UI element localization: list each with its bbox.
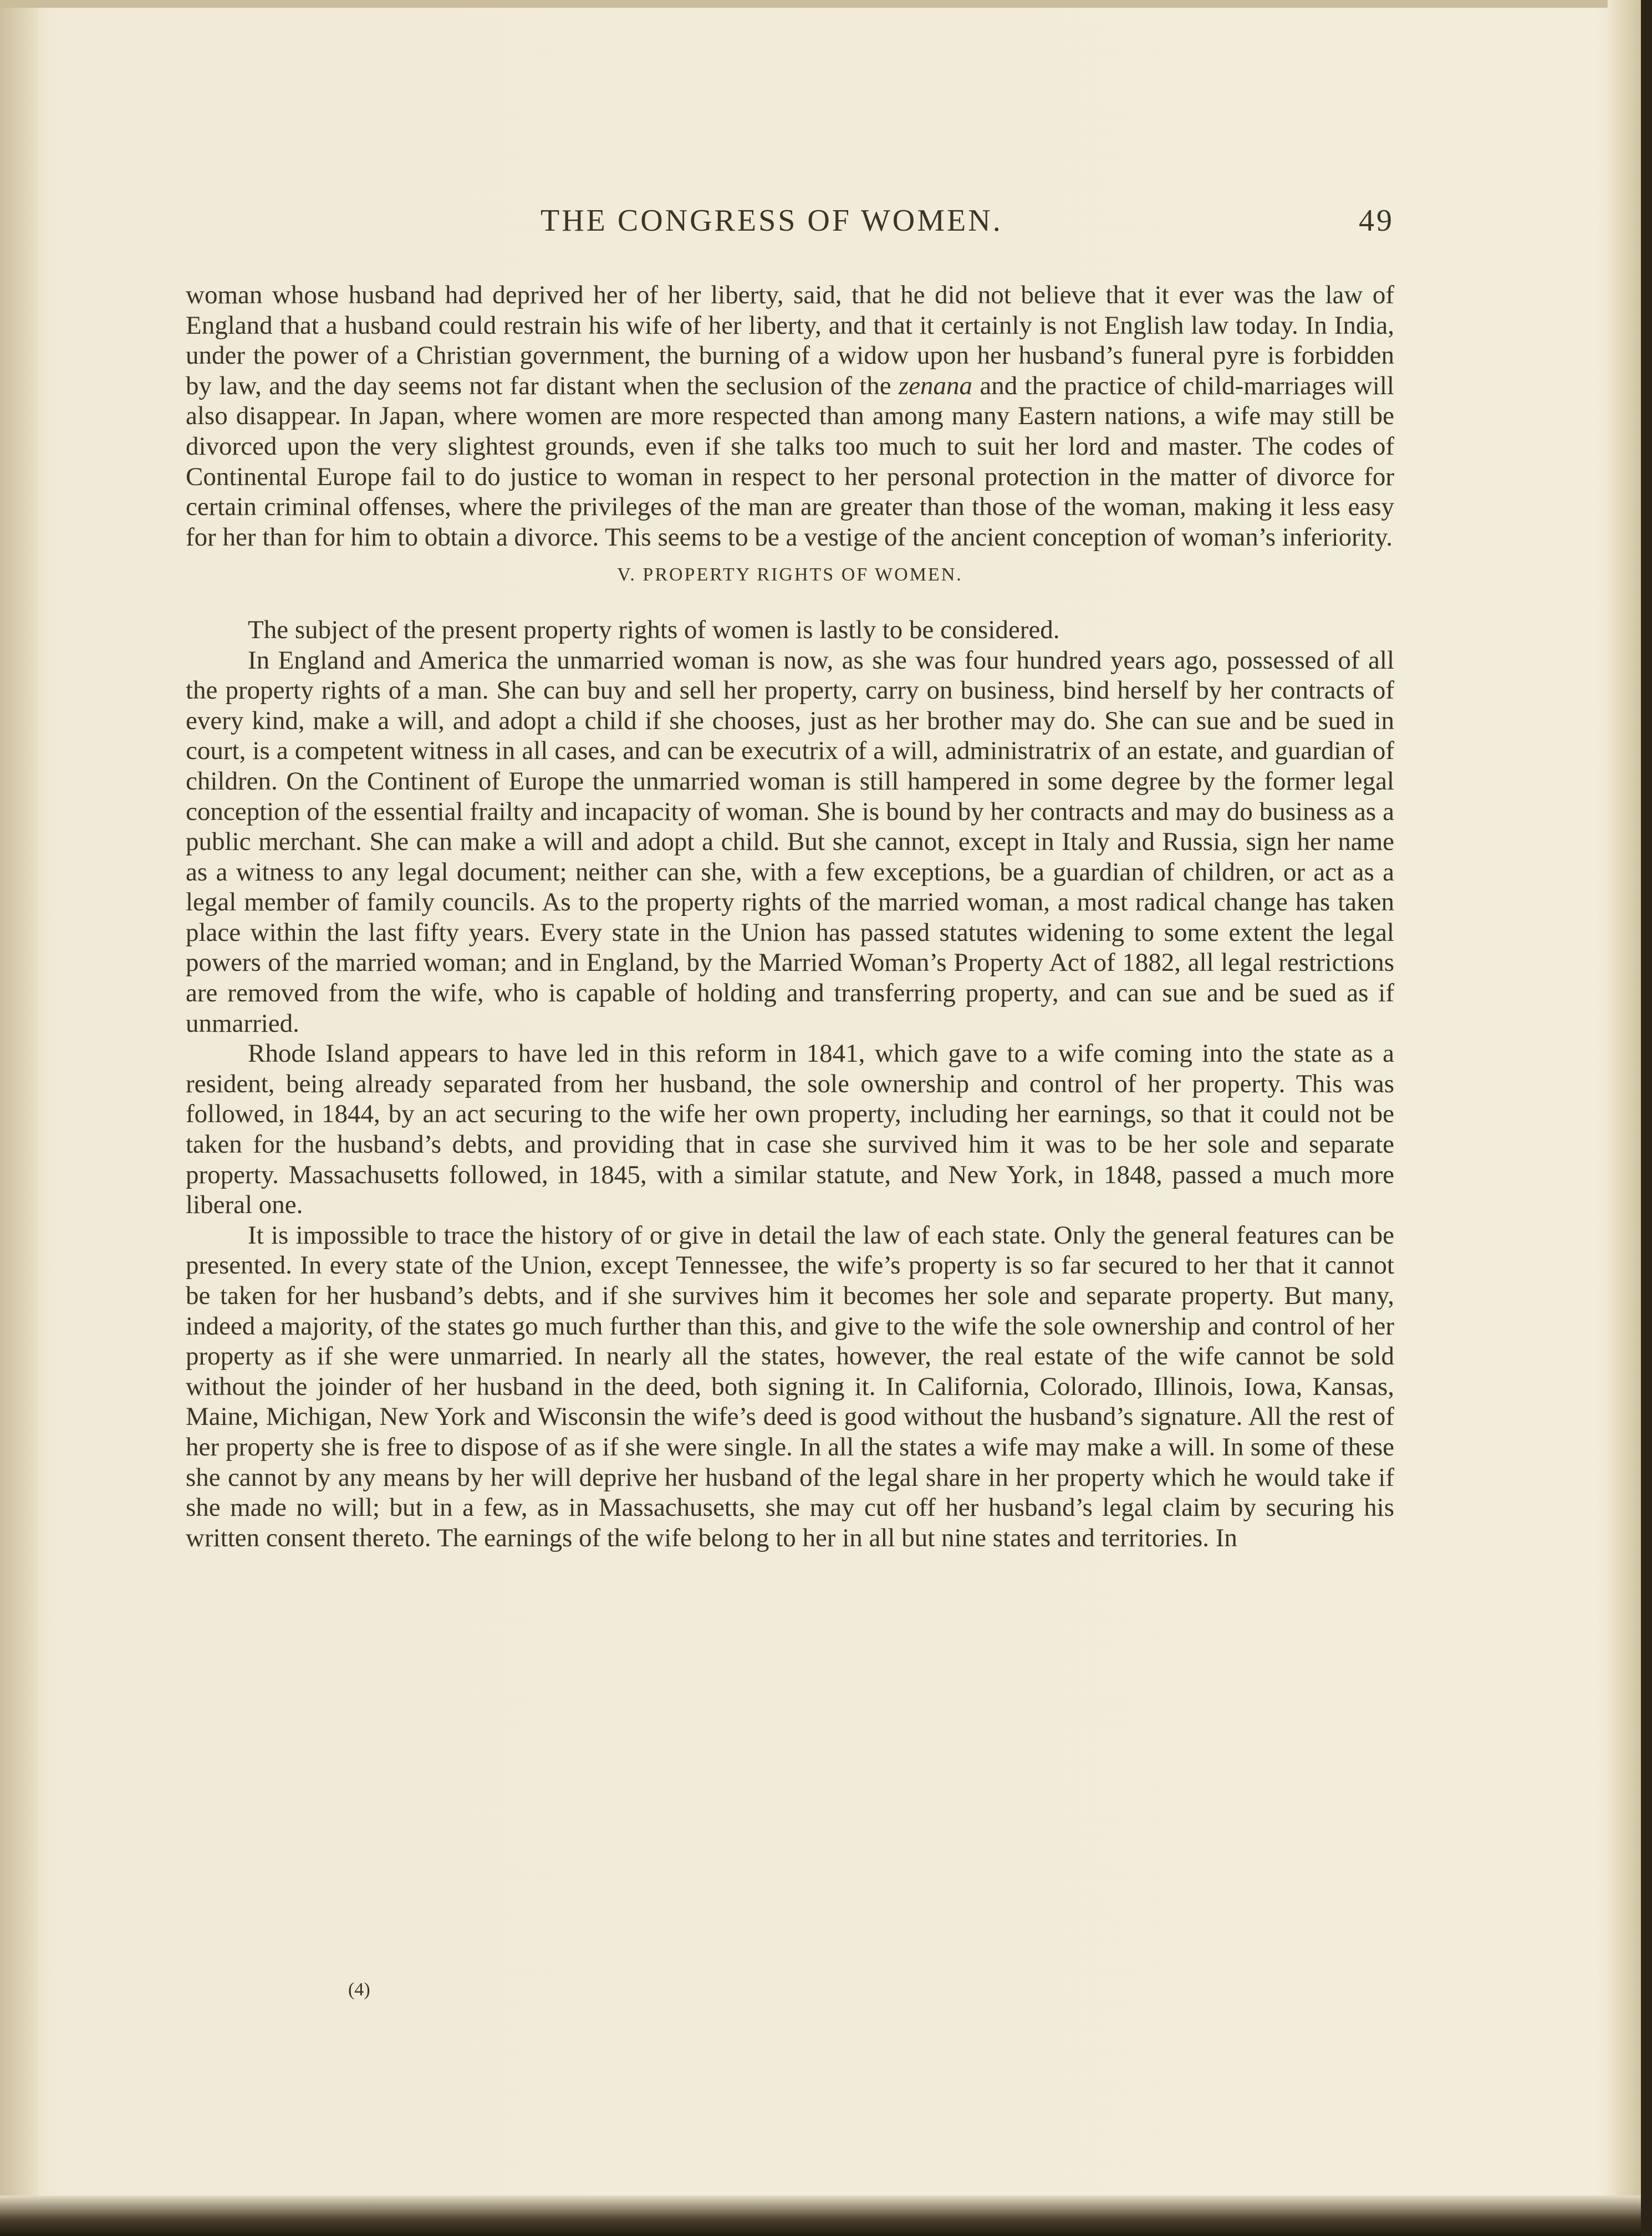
- paragraph: The subject of the present property rights of women is lastly to be considered.: [248, 615, 1060, 644]
- running-head-title: THE CONGRESS OF WOMEN.: [541, 203, 1003, 238]
- page-right-edge: [1608, 0, 1641, 2218]
- paragraph: In England and America the unmarried woman is now, as she was four hundred years ago, possessed of all the property rights of a man. She can buy and sell her property, carry on business, bind herself by her contracts of every kind, make a will, and adopt a child if she chooses, just as her brother may do. She can sue and be sued in court, is a competent witness in all cases, and can be executrix of a will, administratrix of an estate, and guardian of children. On the Continent of Europe the unmarried woman is still hampered in some degree by the former legal conception of the essential frailty and incapacity of woman. She is bound by her contracts and may do business as a public merchant. She can make a will and adopt a child. But she cannot, except in Italy and Russia, sign her name as a witness to any legal document; neither can she, with a few exceptions, be a guardian of children, or act as a legal member of family councils. As to the property rights of the married woman, a most radical change has taken place within the last fifty years. Every state in the Union has passed statutes widening to some extent the legal powers of the married woman; and in England, by the Married Woman’s Property Act of 1882, all legal restrictions are removed from the wife, who is capable of holding and transferring property, and can sue and be sued as if unmarried.: [186, 645, 1394, 1038]
- italic-term: zenana: [898, 371, 973, 400]
- signature-mark: (4): [348, 1979, 370, 2000]
- page-gutter: [0, 0, 39, 2218]
- page-top-edge: [0, 0, 1641, 8]
- paragraph-text: and the practice of child-marriages will also disappear. In Japan, where women are more respected than among many Eastern nations, a wife may still be divorced upon the very slightest grounds, even if she talks too much to suit her lord and master. The codes of Continental Europe fail to do justice to woman in respect to her personal protection in the matter of divorce for certain criminal offenses, where the privileges of the man are greater than those of the woman, making it less easy for her than for him to obtain a divorce. This seems to be a vestige of the ancient conception of woman’s inferiority.: [186, 371, 1394, 552]
- section-heading: V. PROPERTY RIGHTS OF WOMEN.: [617, 564, 963, 585]
- paragraph-continued: [186, 280, 1394, 552]
- body-text: [186, 280, 1394, 1553]
- page-number: 49: [1359, 203, 1394, 238]
- running-head: [186, 203, 1394, 242]
- paragraph: It is impossible to trace the history of or give in detail the law of each state. Only the general features can be presented. In every state of the Union, except Tennessee, the wife’s property is so far secured to her that it cannot be taken for her husband’s debts, and if she survives him it becomes her sole and separate property. But many, indeed a majority, of the states go much further than this, and give to the wife the sole ownership and control of her property as if she were unmarried. In nearly all the states, however, the real estate of the wife cannot be sold without the joinder of her husband in the deed, both signing it. In California, Colorado, Illinois, Iowa, Kansas, Maine, Michigan, New York and Wisconsin the wife’s deed is good without the husband’s signature. All the rest of her property she is free to dispose of as if she were single. In all the states a wife may make a will. In some of these she cannot by any means by her will deprive her husband of the legal share in her property which he would take if she made no will; but in a few, as in Massachusetts, she may cut off her husband’s legal claim by securing his written consent thereto. The earnings of the wife belong to her in all but nine states and territories. In: [186, 1220, 1394, 1552]
- page-bottom-edge: [0, 2196, 1641, 2236]
- paragraph-text: woman whose husband had deprived her of her liberty, said, that he did not believe that it ever was the law of England that a husband could restrain his wife of her liberty, and that it certainly is not English law today. In India, under the power of a Christian government, the burning of a widow upon her husband’s funeral pyre is forbidden by law, and the day seems not far distant when the seclusion of the: [186, 281, 1394, 400]
- paragraph: Rhode Island appears to have led in this reform in 1841, which gave to a wife coming into the state as a resident, being already separated from her husband, the sole ownership and control of her property. This was followed, in 1844, by an act securing to the wife her own property, including her earnings, so that it could not be taken for the husband’s debts, and providing that in case she survived him it was to be her sole and separate property. Massachusetts followed, in 1845, with a similar statute, and New York, in 1848, passed a much more liberal one.: [186, 1039, 1394, 1220]
